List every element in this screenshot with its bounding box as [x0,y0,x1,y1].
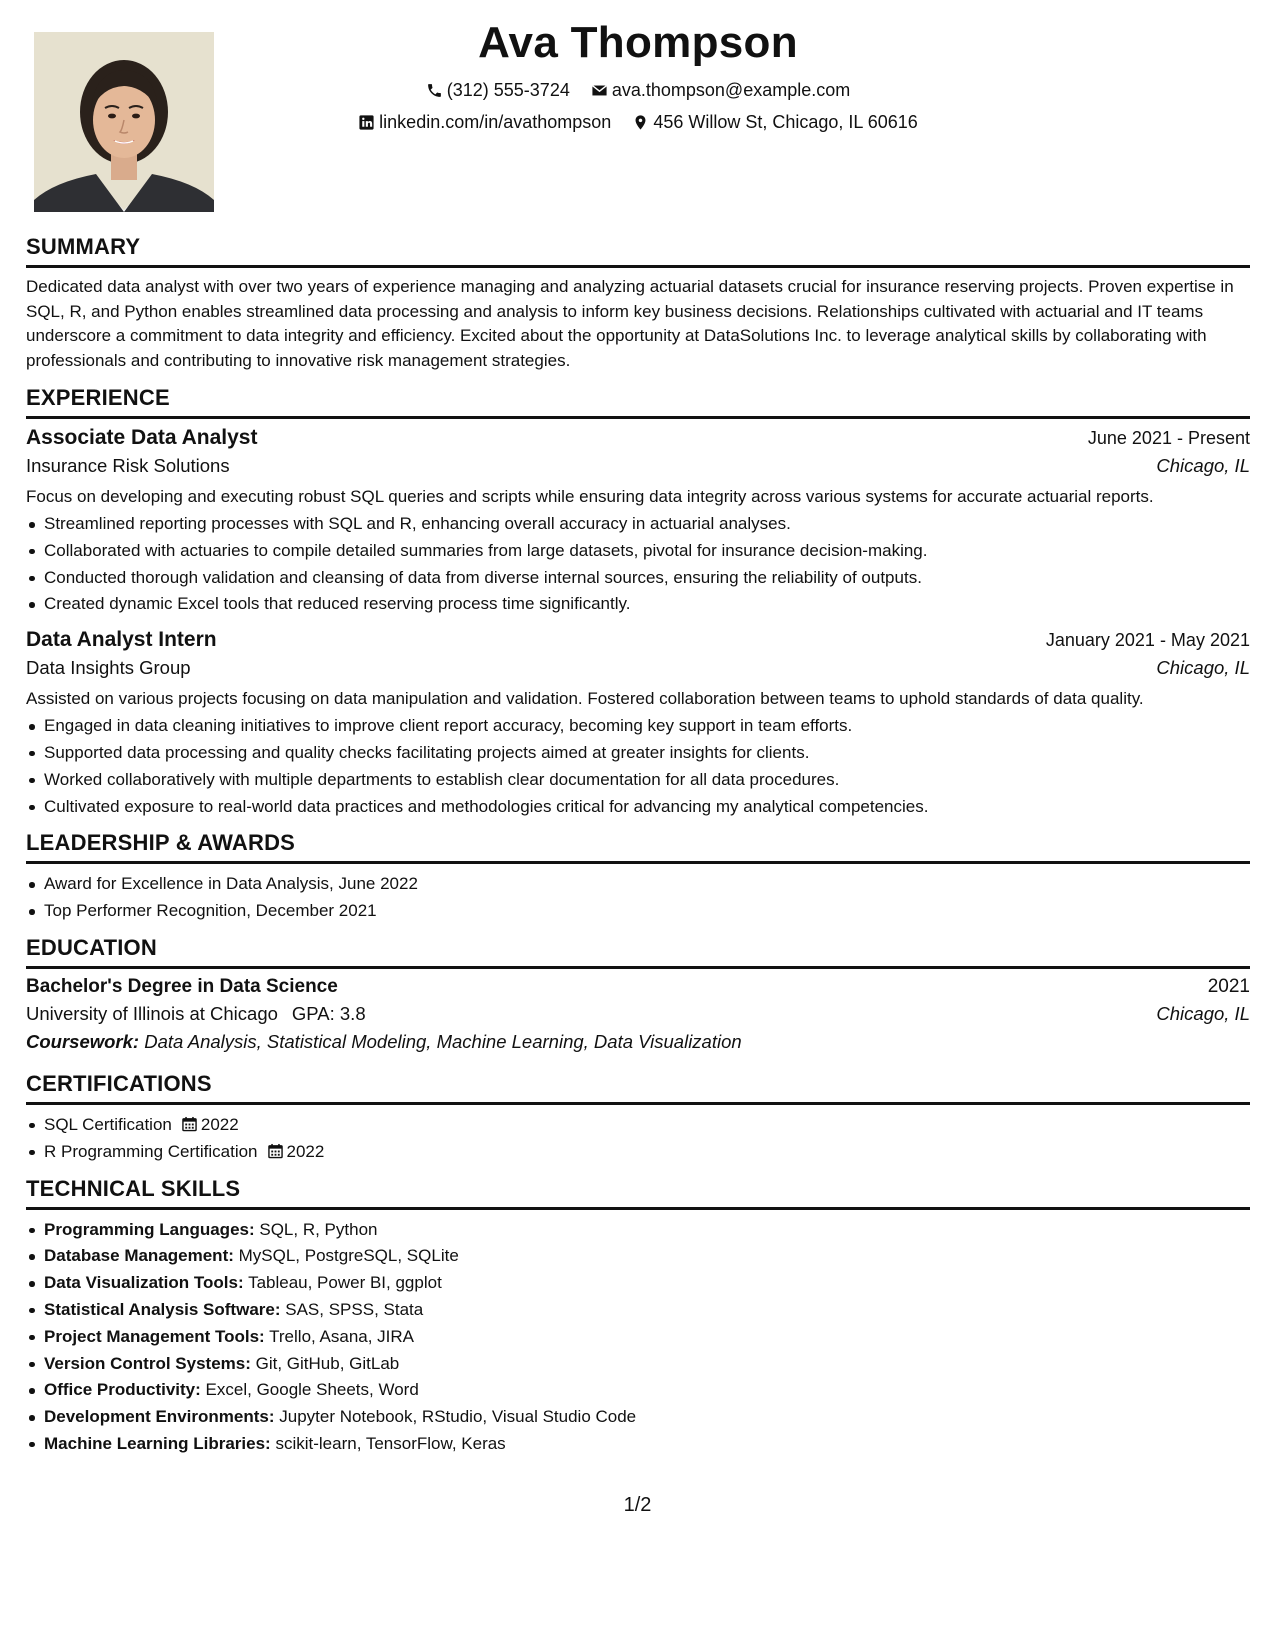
job-bullets [26,511,1250,618]
linkedin-icon [358,114,375,131]
list-item [44,1324,1250,1351]
skill-category: Machine Learning Libraries: [44,1433,271,1453]
certification-name: R Programming Certification [44,1141,258,1161]
linkedin-url: linkedin.com/in/avathompson [379,112,612,132]
skill-category: Development Environments: [44,1407,275,1427]
skills-list [26,1217,1250,1458]
phone-icon [426,82,443,99]
resume-header [26,0,1250,226]
skill-category: Data Visualization Tools: [44,1273,244,1293]
list-item [44,1112,1250,1139]
list-item: Streamlined reporting processes with SQL and R, enhancing overall accuracy in actuarial analyses. [44,511,1250,538]
job-description: Focus on developing and executing robust SQL queries and scripts while ensuring data integrity across various systems for accurate actuarial reports. [26,487,1154,506]
job-location: Chicago, IL [1156,657,1250,679]
skill-values: Jupyter Notebook, RStudio, Visual Studio Code [279,1407,637,1427]
skill-values: SQL, R, Python [259,1219,378,1239]
page-number: 1/2 [623,1494,652,1516]
list-item: Engaged in data cleaning initiatives to improve client report accuracy, becoming key support in team efforts. [44,713,1250,740]
list-item [44,1404,1250,1431]
certification-name: SQL Certification [44,1114,172,1134]
resume-page [26,0,1250,1458]
job-entry [26,426,1250,618]
list-item [44,1243,1250,1270]
school-location: Chicago, IL [1156,1002,1250,1024]
leadership-section [26,830,1250,925]
skill-category: Project Management Tools: [44,1326,265,1346]
skill-values: Excel, Google Sheets, Word [205,1380,419,1400]
certifications-section [26,1071,1250,1166]
skill-values: scikit-learn, TensorFlow, Keras [275,1433,506,1453]
list-item [44,1297,1250,1324]
job-dates: January 2021 - May 2021 [1045,630,1250,651]
list-item [44,1217,1250,1244]
street-address: 456 Willow St, Chicago, IL 60616 [653,112,918,132]
education-section [26,935,1250,1053]
experience-heading: EXPERIENCE [26,385,1250,419]
list-item: Supported data processing and quality checks facilitating projects aimed at greater insights for clients. [44,740,1250,767]
experience-section [26,385,1250,820]
email-contact[interactable] [591,80,850,101]
certifications-heading: CERTIFICATIONS [26,1071,1250,1105]
summary-text: Dedicated data analyst with over two years of experience managing and analyzing actuarial datasets crucial for insurance reserving projects. Proven expertise in SQL, R, and Python enables streamlined data processing and analysis to inform key business decisions. Relationships cultivated with actuarial and IT teams underscore a commitment to data integrity and efficiency. Excited about the opportunity at DataSolutions Inc. to leverage analytical skills by collaborating with professionals and contributing to innovative risk management strategies. [26,277,1234,370]
skill-values: MySQL, PostgreSQL, SQLite [238,1246,459,1266]
certification-year: 2022 [200,1114,239,1134]
company-name: Insurance Risk Solutions [26,455,230,476]
skill-values: Git, GitHub, GitLab [255,1353,400,1373]
list-item [44,1270,1250,1297]
job-bullets [26,713,1250,820]
email-address: ava.thompson@example.com [611,80,851,100]
job-entry [26,628,1250,820]
skill-values: Trello, Asana, JIRA [269,1326,415,1346]
summary-heading: SUMMARY [26,234,1250,268]
list-item: Award for Excellence in Data Analysis, June 2022 [44,871,1250,898]
coursework [26,1031,1250,1053]
skill-category: Statistical Analysis Software: [44,1299,281,1319]
skill-category: Version Control Systems: [44,1353,251,1373]
leadership-heading: LEADERSHIP & AWARDS [26,830,1250,864]
company-name: Data Insights Group [26,657,191,679]
school-name: University of Illinois at Chicago [26,1002,278,1024]
awards-list [26,871,1250,925]
list-item: Conducted thorough validation and cleansing of data from diverse internal sources, ensuring the reliability of outputs. [44,565,1250,592]
contact-row-primary [26,80,1250,104]
job-title: Associate Data Analyst [26,426,258,449]
gpa: GPA: 3.8 [291,1002,366,1024]
graduation-year: 2021 [1207,975,1250,997]
address-contact [632,112,917,133]
coursework-list: Data Analysis, Statistical Modeling, Machine Learning, Data Visualization [144,1030,742,1052]
list-item [44,1351,1250,1378]
envelope-icon [591,82,608,99]
skill-values: Tableau, Power BI, ggplot [248,1273,442,1293]
list-item: Collaborated with actuaries to compile detailed summaries from large datasets, pivotal for insurance decision-making. [44,538,1250,565]
certifications-list [26,1112,1250,1166]
list-item: Worked collaboratively with multiple departments to establish clear documentation for all data procedures. [44,767,1250,794]
skills-section [26,1176,1250,1458]
skill-category: Database Management: [44,1246,234,1266]
job-description: Assisted on various projects focusing on data manipulation and validation. Fostered collaboration between teams to uphold standards of data quality. [26,689,1144,709]
list-item [44,1377,1250,1404]
coursework-label: Coursework: [26,1030,140,1052]
summary-section [26,234,1250,373]
calendar-icon [182,1116,197,1132]
candidate-name: Ava Thompson [478,18,798,67]
list-item: Created dynamic Excel tools that reduced reserving process time significantly. [44,591,1250,618]
calendar-icon [268,1143,283,1159]
list-item: Top Performer Recognition, December 2021 [44,898,1250,925]
job-location: Chicago, IL [1156,455,1250,476]
list-item: Cultivated exposure to real-world data practices and methodologies critical for advancing my analytical competencies. [44,794,1250,821]
map-pin-icon [632,114,649,131]
job-dates: June 2021 - Present [1087,428,1250,448]
list-item [44,1139,1250,1166]
skill-values: SAS, SPSS, Stata [285,1299,424,1319]
skill-category: Office Productivity: [44,1380,201,1400]
skill-category: Programming Languages: [44,1219,255,1239]
contact-row-secondary [26,112,1250,136]
phone-contact[interactable] [426,80,570,101]
education-heading: EDUCATION [26,935,1250,969]
list-item [44,1431,1250,1458]
degree-name: Bachelor's Degree in Data Science [26,975,338,997]
job-title: Data Analyst Intern [26,628,217,652]
skills-heading: TECHNICAL SKILLS [26,1176,1250,1210]
certification-year: 2022 [286,1141,325,1161]
phone-number: (312) 555-3724 [446,80,570,100]
linkedin-contact[interactable] [358,112,611,133]
